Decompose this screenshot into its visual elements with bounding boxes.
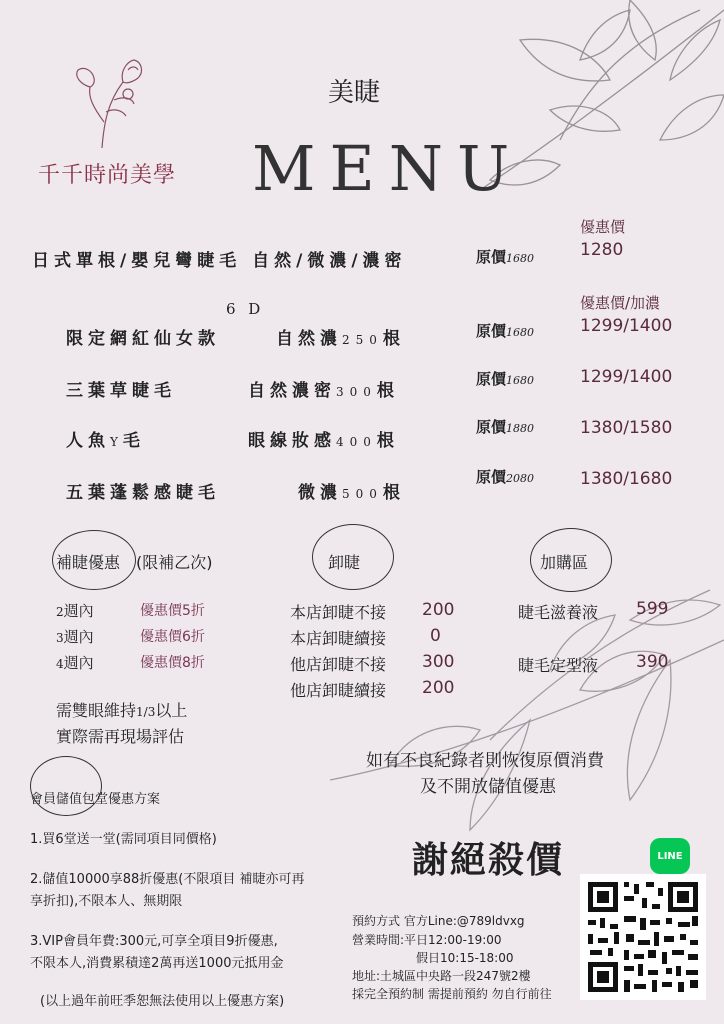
service-count: 500 [342,487,383,501]
tier-price-header: 優惠價/加濃 [580,294,661,312]
service-desc-text: 眼線妝感 [248,431,336,451]
removal-row-label: 本店卸睫不接 [290,603,387,622]
page-subtitle: 美睫 [328,78,381,108]
sale-price: 1299/1400 [580,316,673,336]
removal-row-price: 200 [422,678,455,698]
contact-line: 假日10:15-18:00 [416,951,514,965]
removal-row-label: 他店卸睫續接 [290,681,387,700]
membership-item-3a: 3.VIP會員年費:300元,可享全項目9折優惠, [30,934,278,949]
refill-offer: 優惠價5折 [140,603,205,619]
service-unit: 根 [376,431,399,451]
qr-code[interactable] [580,874,706,1000]
sale-price: 1280 [580,240,624,260]
refill-req-tail: 以上 [155,701,188,720]
refill-requirement-note: 實際需再現場評估 [56,727,185,746]
refill-row [56,600,94,621]
contact-line: 營業時間:平日12:00-19:00 [352,933,502,947]
service-name [66,426,145,451]
page-title: MENU [252,132,524,205]
refill-requirement [56,698,187,721]
contact-line: 預約方式 官方Line:@789ldvxg [352,914,525,928]
original-price [476,466,534,487]
refill-label: 週內 [63,602,94,620]
sale-price: 1380/1680 [580,469,673,489]
service-desc [248,426,399,451]
service-desc-text: 自然濃密 [248,381,336,401]
service-desc-text: 微濃 [298,483,342,503]
membership-footnote: (以上過年前旺季恕無法使用以上優惠方案) [40,994,285,1009]
sale-price: 1299/1400 [580,367,673,387]
refill-offer: 優惠價6折 [140,629,205,645]
original-price-value: 1680 [506,326,535,339]
contact-line: 地址:土城區中央路一段247號2樓 [352,969,531,983]
line-icon[interactable] [650,838,690,874]
contact-line: 採完全預約制 需提前預約 勿自行前往 [352,987,552,1001]
service-name: 五葉蓬鬆感睫毛 [66,483,220,503]
removal-title: 卸睫 [328,553,361,572]
service-count: 400 [336,435,377,449]
removal-row-label: 他店卸睫不接 [290,655,387,674]
service-unit: 根 [376,381,399,401]
refill-req-fraction: 1/3 [136,705,156,719]
service-desc [298,478,405,503]
tier-note: 6 D [226,300,265,318]
service-desc [248,376,399,401]
notice-line-1: 如有不良紀錄者則恢復原價消費 [366,751,604,771]
brand-name: 千千時尚美學 [38,163,177,188]
service-desc-text: 自然濃 [276,329,342,349]
membership-item-3b: 不限本人,消費累積達2萬再送1000元抵用金 [30,956,284,971]
refill-row [56,626,94,647]
refill-weeks: 3 [56,631,64,645]
service-name-tail: 毛 [122,431,145,451]
service-unit: 根 [382,329,405,349]
refill-weeks: 2 [56,605,64,619]
addon-title: 加購區 [540,553,589,572]
service-name: 限定網紅仙女款 [66,329,220,349]
service-row-basic-label: 日式單根/嬰兒彎睫毛 自然/微濃/濃密 [32,251,407,271]
refill-label: 週內 [63,628,94,646]
original-price-prefix: 原價 [476,418,507,436]
refill-note: (限補乙次) [136,553,213,572]
original-price [476,246,534,267]
no-bargain-heading: 謝絕殺價 [412,840,565,881]
notice-line-2: 及不開放儲值優惠 [420,777,556,797]
original-price [476,368,534,389]
service-count: 250 [342,333,383,347]
service-unit: 根 [382,483,405,503]
service-name: 三葉草睫毛 [66,381,176,401]
removal-row-label: 本店卸睫續接 [290,629,387,648]
flower-logo [68,52,158,152]
refill-weeks: 4 [56,657,64,671]
refill-title: 補睫優惠 [56,553,121,572]
original-price-value: 1880 [506,422,535,435]
refill-offer: 優惠價8折 [140,655,205,671]
addon-row-price: 599 [636,599,669,619]
sale-price-label: 優惠價 [580,218,626,236]
refill-label: 週內 [63,654,94,672]
original-price-prefix: 原價 [476,322,507,340]
removal-row-price: 300 [422,652,455,672]
original-price-value: 1680 [506,252,535,265]
line-icon-label: LINE [657,850,683,862]
membership-item-2a: 2.儲值10000享88折優惠(不限項目 補睫亦可再 [30,872,305,887]
service-name-suffix: Y [110,435,123,449]
original-price [476,320,534,341]
addon-row-price: 390 [636,652,669,672]
service-desc [276,324,405,349]
membership-item-1: 1.買6堂送一堂(需同項目同價格) [30,832,217,847]
refill-req-text: 需雙眼維持 [56,701,137,720]
addon-row-label: 睫毛滋養液 [518,603,599,622]
service-count: 300 [336,385,377,399]
removal-row-price: 200 [422,600,455,620]
membership-item-2b: 享折扣),不限本人、無期限 [30,894,183,909]
membership-title-circle [30,756,102,816]
original-price-prefix: 原價 [476,370,507,388]
membership-title: 會員儲值包堂優惠方案 [30,792,161,807]
original-price-value: 2080 [506,472,535,485]
removal-row-price: 0 [430,626,441,646]
original-price [476,416,534,437]
original-price-prefix: 原價 [476,248,507,266]
service-name-text: 人魚 [66,431,110,451]
original-price-prefix: 原價 [476,468,507,486]
refill-row [56,652,94,673]
addon-row-label: 睫毛定型液 [518,656,599,675]
original-price-value: 1680 [506,374,535,387]
sale-price: 1380/1580 [580,418,673,438]
